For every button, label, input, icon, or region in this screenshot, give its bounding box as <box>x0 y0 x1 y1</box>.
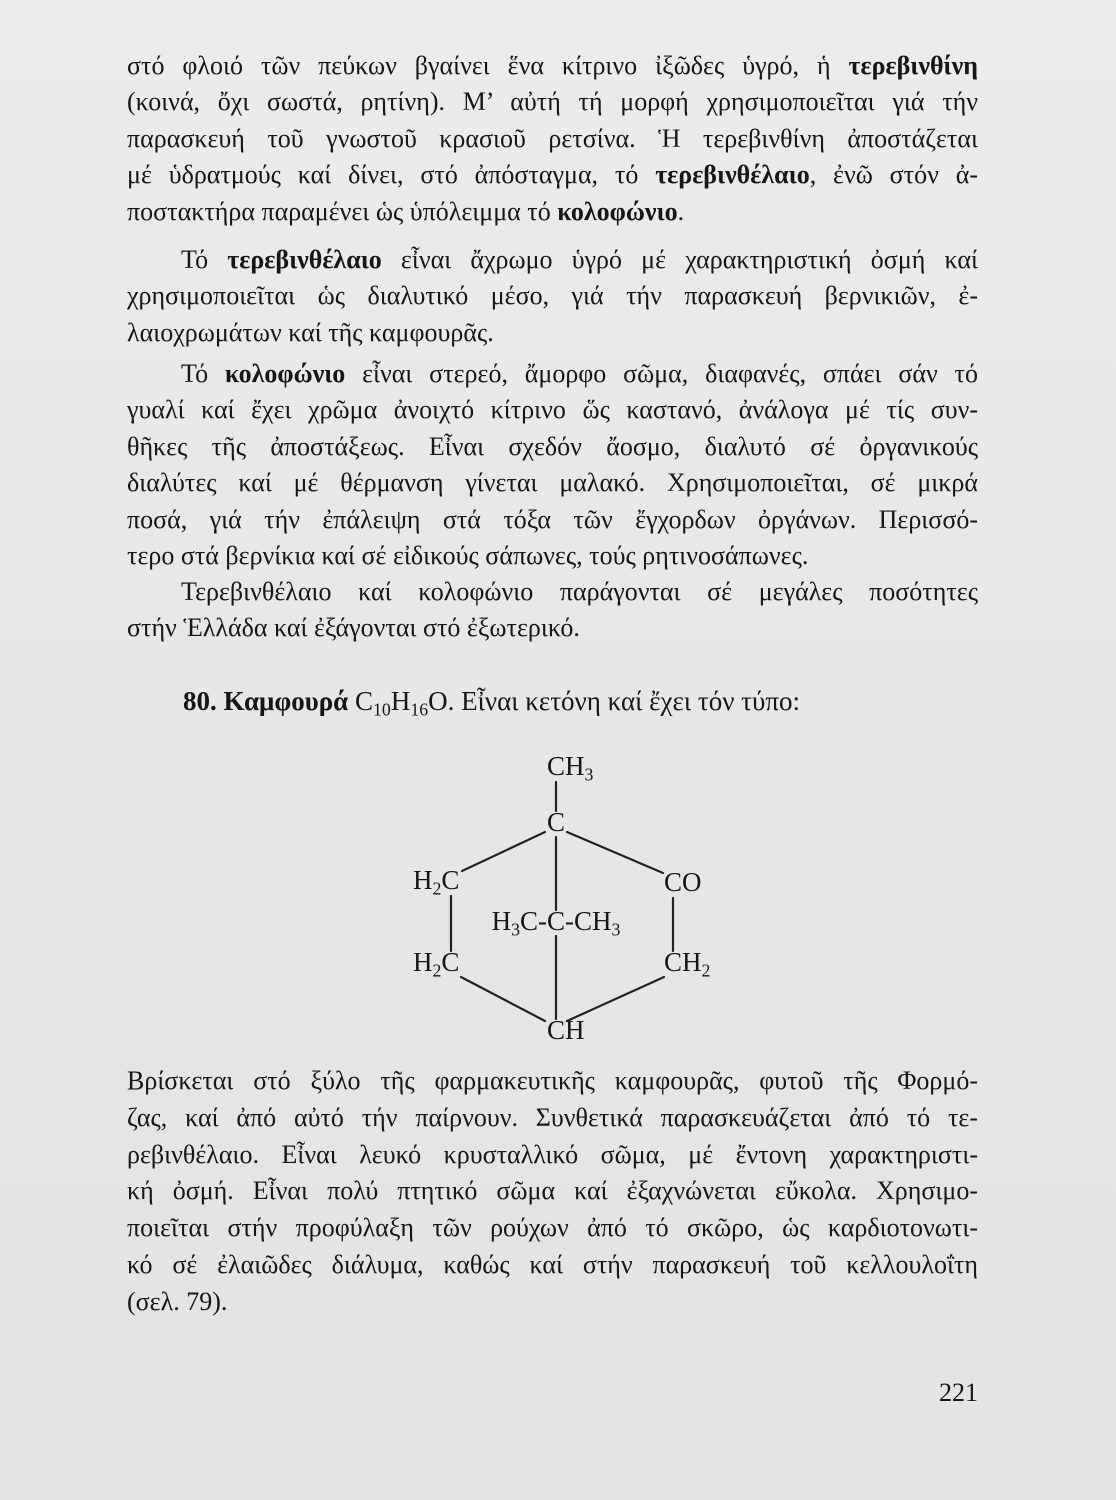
bond-line <box>462 832 545 871</box>
atom-text: H <box>413 947 433 977</box>
formula-subscript: 10 <box>373 699 391 720</box>
atom-subscript: 2 <box>701 960 711 981</box>
text-run: Τό <box>181 359 225 388</box>
text-line: τερο στά βερνίκια καί σέ εἰδικούς σάπωνες, τούς ρητινοσάπωνες. <box>127 541 809 571</box>
text-line: Βρίσκεται στό ξύλο τῆς φαρμακευτικῆς καμφουρᾶς, φυτοῦ τῆς Φορμό- <box>127 1066 978 1095</box>
text-line: (κοινά, ὄχι σωστά, ρητίνη). Μ’ αὐτή τή μορφή χρησιμοποιεῖται γιά τήν <box>127 87 978 117</box>
text-run: μέ ὑδρατμούς καί δίνει, στό ἀπόσταγμα, τό <box>127 160 656 190</box>
text-line: διαλύτες καί μέ θέρμανση γίνεται μαλακό. Χρησιμοποιεῖται, σέ μικρά <box>127 468 978 498</box>
text-run: Τό <box>181 245 228 274</box>
atom-label-lower-left <box>413 946 460 981</box>
text-line: (σελ. 79). <box>127 1286 228 1316</box>
formula-element: H <box>390 686 411 716</box>
text-line: κή ὀσμή. Εἶναι πολύ πτητικό σῶμα καί ἐξαχνώνεται εὔκολα. Χρησιμο- <box>127 1176 978 1206</box>
camphor-structural-formula <box>380 740 740 1050</box>
atom-text: -CH <box>565 906 612 936</box>
term-turpentine-oil: τερεβινθέλαιο <box>655 160 810 190</box>
molecular-formula <box>355 686 448 720</box>
text-line: ρεβινθέλαιο. Εἶναι λευκό κρυσταλλικό σῶμα, μέ ἔντονη χαρακτηριστι- <box>127 1139 978 1169</box>
text-line: λαιοχρωμάτων καί τῆς καμφουρᾶς. <box>127 317 494 347</box>
text-line: ποσά, γιά τήν ἐπάλειψη στά τόξα τῶν ἔγχορδων ὀργάνων. Περισσό- <box>127 504 978 534</box>
atom-text: C- <box>520 906 547 936</box>
text-run: . Εἶναι κετόνη καί ἔχει τόν τύπο: <box>447 686 800 716</box>
bridge-left <box>488 905 547 940</box>
text-run: στό φλοιό τῶν πεύκων βγαίνει ἕνα κίτρινο ἰξῶδες ὑγρό, ἡ <box>127 51 849 80</box>
text-line <box>127 48 978 84</box>
text-line <box>127 157 978 193</box>
text-line: θῆκες τῆς ἀποστάξεως. Εἶναι σχεδόν ἄοσμο, διαλυτό σέ ὀργανικούς <box>127 431 978 461</box>
atom-label-upper-left <box>413 864 460 899</box>
atom-text: CH <box>547 751 585 781</box>
atom-label-bottom: CH <box>547 1015 585 1045</box>
text-line <box>127 356 978 392</box>
paragraph-turpentine-oil <box>127 242 978 351</box>
text-line: κό σέ ἐλαιῶδες διάλυμα, καθώς καί στήν παρασκευή τοῦ κελλουλοΐτη <box>127 1249 978 1279</box>
atom-subscript: 2 <box>432 878 442 899</box>
term-terebinthine: τερεβινθίνη <box>848 51 978 80</box>
formula-element: O <box>428 686 448 716</box>
bridge-right <box>565 906 621 940</box>
atom-label-lower-right <box>664 946 711 981</box>
text-line: ζας, καί ἀπό αὐτό τήν παίρνουν. Συνθετικά παρασκευάζεται ἀπό τό τε- <box>127 1102 978 1132</box>
term-turpentine-oil: τερεβινθέλαιο <box>227 245 382 274</box>
text-line: χρησιμοποιεῖται ὡς διαλυτικό μέσο, γιά τήν παρασκευή βερνικιῶν, ἐ- <box>127 281 978 311</box>
atom-text: C <box>441 947 460 977</box>
text-line: παρασκευή τοῦ γνωστοῦ κρασιοῦ ρετσίνα. Ἡ τερεβινθίνη ἀποστάζεται <box>127 123 978 153</box>
atom-subscript: 3 <box>584 764 594 785</box>
atom-text: H <box>491 906 512 936</box>
text-run: , ἐνῶ στόν ἀ- <box>809 160 978 190</box>
atom-subscript: 2 <box>432 960 442 981</box>
atom-subscript: 3 <box>611 919 621 940</box>
atom-text: C <box>441 865 460 895</box>
text-line: γυαλί καί ἔχει χρῶμα ἀνοιχτό κίτρινο ὥς καστανό, ἀνάλογα μέ τίς συν- <box>127 395 978 425</box>
atom-text: CH <box>664 947 702 977</box>
text-run: . <box>677 196 685 226</box>
bond-line <box>567 832 663 873</box>
text-run: ποστακτήρα παραμένει ὡς ὑπόλειμμα τό <box>127 196 558 226</box>
atom-label-bridge <box>488 905 621 940</box>
section-heading <box>127 683 978 719</box>
bridge-center-carbon: C <box>547 906 566 936</box>
text-line: Τερεβινθέλαιο καί κολοφώνιο παράγονται σέ μεγάλες ποσότητες <box>181 577 978 606</box>
paragraph-rosin <box>127 356 978 574</box>
term-rosin: κολοφώνιο <box>557 196 678 226</box>
bond-line <box>461 977 545 1021</box>
heading-line <box>127 683 978 719</box>
paragraph-turpentine <box>127 48 978 230</box>
paragraph-camphor <box>127 1063 978 1321</box>
atom-label-apex-carbon: C <box>547 807 566 837</box>
atom-label-carbonyl: CO <box>664 867 702 897</box>
paragraph-production <box>127 574 978 647</box>
text-line <box>127 242 978 278</box>
section-title: 80. Καμφουρά <box>183 686 349 716</box>
atom-subscript: 3 <box>511 919 520 940</box>
page-number: 221 <box>939 1378 978 1407</box>
text-line <box>127 194 978 230</box>
text-run: εἶναι ἄχρωμο ὑγρό μέ χαρακτηριστική ὀσμή καί <box>381 245 978 274</box>
text-line: στήν Ἑλλάδα καί ἐξάγονται στό ἐξωτερικό. <box>127 613 580 643</box>
atom-label-methyl <box>547 750 594 785</box>
text-line: ποιεῖται στήν προφύλαξη τῶν ρούχων ἀπό τό σκῶρο, ὡς καρδιοτονωτι- <box>127 1213 978 1243</box>
formula-subscript: 16 <box>410 699 429 720</box>
text-run: εἶναι στερεό, ἄμορφο σῶμα, διαφανές, σπάει σάν τό <box>345 359 979 388</box>
term-rosin: κολοφώνιο <box>224 359 346 388</box>
formula-element: C <box>355 686 374 716</box>
atom-text: H <box>413 865 433 895</box>
